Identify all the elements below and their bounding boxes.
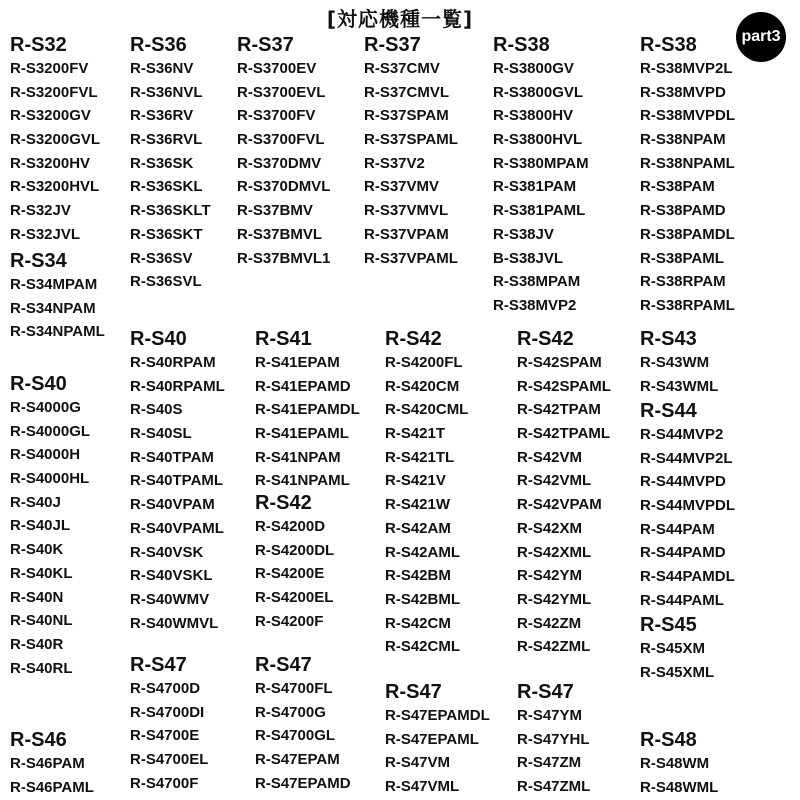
- model-number: R-S42XM: [517, 519, 583, 537]
- part-badge: part3: [736, 12, 786, 62]
- model-group: [10, 372, 90, 680]
- model-number: R-S421T: [385, 425, 446, 443]
- model-number: R-S44PAMDL: [640, 568, 735, 586]
- model-list: [237, 57, 330, 270]
- model-number: R-S37SPAM: [364, 107, 449, 125]
- model-number: R-S3700FVL: [237, 131, 325, 149]
- model-number: R-S40RL: [10, 659, 73, 677]
- model-number: R-S38PAM: [640, 178, 715, 196]
- model-group: [10, 249, 105, 344]
- series-heading: R-S34: [10, 250, 67, 272]
- model-number: R-S38PAML: [640, 249, 724, 267]
- model-number: R-S42ZML: [517, 638, 591, 656]
- series-heading: R-S38: [640, 34, 697, 56]
- model-number: R-S40J: [10, 493, 61, 511]
- model-number: R-S40VSK: [130, 543, 204, 561]
- model-number: R-S40RPAM: [130, 354, 216, 371]
- model-number: R-S40VPAML: [130, 519, 224, 537]
- model-list: [493, 57, 589, 318]
- model-number: R-S3200FVL: [10, 83, 98, 101]
- series-heading: R-S36: [130, 34, 187, 56]
- model-number: R-S38MVP2: [493, 296, 577, 314]
- model-number: R-S421TL: [385, 448, 455, 466]
- model-number: R-S36SVL: [130, 273, 202, 291]
- model-number: R-S4700E: [130, 727, 200, 745]
- model-number: R-S40VPAM: [130, 496, 215, 514]
- model-list: [364, 57, 458, 270]
- model-list: [640, 423, 735, 613]
- model-number: R-S36SV: [130, 249, 193, 267]
- model-number: R-S36NVL: [130, 83, 203, 101]
- model-list: [640, 57, 735, 318]
- model-list: [255, 677, 351, 795]
- model-number: R-S40K: [10, 541, 64, 559]
- model-number: R-S381PAM: [493, 178, 577, 196]
- series-heading: R-S41: [255, 328, 312, 350]
- model-number: R-S4700G: [255, 703, 326, 721]
- series-heading: R-S37: [364, 34, 421, 56]
- model-number: R-S38MVPDL: [640, 107, 736, 125]
- model-number: R-S42TPAML: [517, 425, 611, 443]
- model-number: R-S3700EV: [237, 60, 317, 77]
- model-list: [640, 351, 718, 398]
- model-number: R-S38NPAM: [640, 131, 726, 149]
- model-number: R-S4000HL: [10, 470, 90, 488]
- model-group: [130, 327, 225, 635]
- model-list: [255, 351, 360, 493]
- model-list: [10, 752, 94, 799]
- model-group: [517, 680, 590, 799]
- model-number: R-S4700FL: [255, 680, 333, 697]
- model-group: [385, 680, 490, 799]
- model-number: R-S47EPAM: [255, 751, 340, 769]
- series-heading: R-S47: [255, 654, 312, 676]
- model-number: R-S47EPAMD: [255, 774, 351, 792]
- model-group: [255, 327, 360, 493]
- model-number: R-S4200F: [255, 612, 324, 630]
- model-list: [385, 351, 468, 659]
- model-list: [130, 57, 211, 294]
- model-number: R-S4200D: [255, 518, 326, 535]
- model-number: R-S37CMVL: [364, 83, 450, 101]
- model-number: R-S42AM: [385, 519, 451, 537]
- model-number: R-S40KL: [10, 564, 73, 582]
- model-number: R-S38JV: [493, 225, 554, 243]
- model-group: [640, 613, 714, 684]
- model-number: R-S4200EL: [255, 589, 334, 607]
- model-number: R-S4000G: [10, 399, 81, 416]
- model-number: R-S47YM: [517, 707, 583, 724]
- model-number: R-S42VM: [517, 448, 583, 466]
- model-group: [385, 327, 468, 659]
- model-number: R-S42XML: [517, 543, 592, 561]
- model-number: R-S3800HVL: [493, 131, 583, 149]
- model-group: [255, 653, 351, 795]
- model-number: R-S44PAMD: [640, 544, 726, 562]
- model-number: R-S37BMVL: [237, 225, 323, 243]
- model-number: R-S3200HVL: [10, 178, 100, 196]
- model-group: [493, 33, 589, 318]
- model-number: R-S34NPAML: [10, 323, 105, 341]
- model-number: R-S3200GV: [10, 107, 91, 125]
- model-group: [10, 728, 94, 799]
- model-number: R-S4000GL: [10, 422, 91, 440]
- model-number: R-S42AML: [385, 543, 461, 561]
- series-heading: R-S38: [493, 34, 550, 56]
- model-number: R-S42BM: [385, 567, 451, 585]
- model-list: [640, 752, 718, 799]
- model-number: R-S37VPAML: [364, 249, 458, 267]
- model-number: R-S420CML: [385, 401, 469, 419]
- model-number: R-S42SPAML: [517, 377, 611, 395]
- model-number: R-S40RPAML: [130, 377, 225, 395]
- model-group: [255, 491, 334, 633]
- model-number: R-S421W: [385, 496, 451, 514]
- model-number: R-S40R: [10, 635, 64, 653]
- model-number: R-S37V2: [364, 154, 425, 172]
- model-number: R-S34MPAM: [10, 276, 98, 293]
- model-number: R-S43WM: [640, 354, 710, 371]
- model-number: R-S34NPAM: [10, 299, 96, 317]
- model-number: R-S3800GV: [493, 60, 574, 77]
- model-number: R-S40S: [130, 401, 183, 419]
- model-number: R-S381PAML: [493, 202, 586, 220]
- model-number: R-S4000H: [10, 446, 81, 464]
- model-number: R-S3200GVL: [10, 131, 101, 149]
- model-list: [255, 515, 334, 633]
- model-number: R-S40JL: [10, 517, 71, 535]
- model-number: R-S44MVPD: [640, 473, 726, 491]
- model-number: R-S36RVL: [130, 131, 203, 149]
- model-number: R-S40TPAML: [130, 472, 224, 490]
- model-number: R-S44MVP2L: [640, 449, 733, 467]
- model-group: [640, 327, 718, 398]
- model-number: R-S421V: [385, 472, 446, 490]
- model-number: R-S32JVL: [10, 225, 81, 243]
- model-number: R-S42CM: [385, 614, 451, 632]
- model-number: R-S42ZM: [517, 614, 582, 632]
- model-number: R-S47EPAMDL: [385, 707, 490, 724]
- model-number: R-S36SK: [130, 154, 194, 172]
- model-number: R-S37VMV: [364, 178, 440, 196]
- model-number: R-S41EPAMDL: [255, 401, 360, 419]
- model-number: R-S37VPAM: [364, 225, 449, 243]
- model-group: [517, 327, 611, 659]
- model-number: R-S40SL: [130, 425, 192, 443]
- model-list: [130, 351, 225, 635]
- model-number: R-S36NV: [130, 60, 194, 77]
- model-number: R-S4700GL: [255, 727, 336, 745]
- model-number: R-S40WMVL: [130, 614, 219, 632]
- model-list: [640, 637, 714, 684]
- model-number: R-S47ZM: [517, 754, 582, 772]
- series-heading: R-S40: [10, 373, 67, 395]
- page-title: [対応機種一覧]: [326, 7, 474, 31]
- series-heading: R-S40: [130, 328, 187, 350]
- model-number: R-S40NL: [10, 612, 73, 630]
- model-number: R-S40TPAM: [130, 448, 214, 466]
- model-number: R-S37VMVL: [364, 202, 449, 220]
- model-number: R-S48WML: [640, 778, 719, 796]
- model-number: R-S41NPAML: [255, 472, 350, 490]
- model-list: [10, 396, 90, 680]
- model-group: [640, 399, 735, 613]
- model-group: [640, 33, 735, 318]
- series-heading: R-S42: [385, 328, 442, 350]
- model-number: R-S44PAML: [640, 591, 724, 609]
- model-number: R-S380MPAM: [493, 154, 589, 172]
- model-number: R-S3800GVL: [493, 83, 584, 101]
- model-group: [130, 653, 208, 795]
- model-group: [237, 33, 330, 270]
- model-number: R-S36SKL: [130, 178, 203, 196]
- model-number: R-S45XM: [640, 640, 706, 657]
- model-number: R-S38RPAML: [640, 296, 735, 314]
- model-number: R-S32JV: [10, 202, 71, 220]
- model-number: R-S42TPAM: [517, 401, 601, 419]
- model-group: [130, 33, 211, 294]
- model-number: R-S36SKLT: [130, 202, 211, 220]
- model-number: R-S46PAML: [10, 778, 94, 796]
- model-number: R-S4700D: [130, 680, 201, 697]
- model-group: [364, 33, 458, 270]
- model-number: R-S4200DL: [255, 541, 335, 559]
- model-list: [517, 351, 611, 659]
- model-number: R-S43WML: [640, 377, 719, 395]
- model-number: R-S4700EL: [130, 751, 209, 769]
- model-number: R-S37BMV: [237, 202, 313, 220]
- model-number: R-S44MVP2: [640, 426, 724, 443]
- model-number: R-S420CM: [385, 377, 460, 395]
- model-number: R-S46PAM: [10, 755, 85, 772]
- series-heading: R-S32: [10, 34, 67, 56]
- series-heading: R-S45: [640, 614, 697, 636]
- series-heading: R-S47: [517, 681, 574, 703]
- model-number: R-S4700F: [130, 774, 199, 792]
- model-number: R-S44MVPDL: [640, 497, 736, 515]
- model-number: R-S45XML: [640, 663, 715, 681]
- series-heading: R-S42: [255, 492, 312, 514]
- model-number: R-S42CML: [385, 638, 461, 656]
- model-number: R-S41NPAM: [255, 448, 341, 466]
- model-number: R-S37SPAML: [364, 131, 458, 149]
- model-number: R-S41EPAMD: [255, 377, 351, 395]
- model-number: R-S41EPAML: [255, 425, 349, 443]
- model-number: R-S47VM: [385, 754, 451, 772]
- model-list: [10, 57, 100, 247]
- model-number: R-S38PAMD: [640, 202, 726, 220]
- series-heading: R-S44: [640, 400, 697, 422]
- model-number: R-S47VML: [385, 778, 460, 796]
- model-number: R-S41EPAM: [255, 354, 340, 371]
- model-number: R-S38RPAM: [640, 273, 726, 291]
- model-group: [640, 728, 718, 799]
- model-number: R-S37CMV: [364, 60, 440, 77]
- model-number: R-S4700DI: [130, 703, 205, 721]
- model-group: [10, 33, 100, 247]
- model-number: R-S3200FV: [10, 60, 89, 77]
- series-heading: R-S43: [640, 328, 697, 350]
- model-number: R-S370DMV: [237, 154, 322, 172]
- model-number: R-S44PAM: [640, 520, 715, 538]
- model-number: R-S3700FV: [237, 107, 316, 125]
- series-heading: R-S47: [385, 681, 442, 703]
- model-number: R-S4200E: [255, 565, 325, 583]
- model-number: R-S38MPAM: [493, 273, 581, 291]
- model-number: R-S42YML: [517, 590, 592, 608]
- model-number: R-S47EPAML: [385, 730, 479, 748]
- series-heading: R-S47: [130, 654, 187, 676]
- model-number: R-S40WMV: [130, 590, 210, 608]
- model-number: R-S370DMVL: [237, 178, 331, 196]
- series-heading: R-S46: [10, 729, 67, 751]
- model-number: R-S37BMVL1: [237, 249, 331, 267]
- model-number: R-S38MVPD: [640, 83, 726, 101]
- model-number: R-S36SKT: [130, 225, 203, 243]
- model-number: R-S47ZML: [517, 778, 591, 796]
- series-heading: R-S37: [237, 34, 294, 56]
- model-number: R-S38PAMDL: [640, 225, 735, 243]
- model-number: R-S47YHL: [517, 730, 590, 748]
- model-number: R-S42YM: [517, 567, 583, 585]
- model-number: R-S42BML: [385, 590, 461, 608]
- model-number: R-S40VSKL: [130, 567, 213, 585]
- model-number: R-S4200FL: [385, 354, 463, 371]
- model-number: B-S38JVL: [493, 249, 564, 267]
- model-number: R-S3800HV: [493, 107, 574, 125]
- model-list: [130, 677, 208, 795]
- model-number: R-S42SPAM: [517, 354, 602, 371]
- model-number: R-S3700EVL: [237, 83, 326, 101]
- model-number: R-S3200HV: [10, 154, 91, 172]
- model-number: R-S42VML: [517, 472, 592, 490]
- model-number: R-S36RV: [130, 107, 194, 125]
- model-list: [10, 273, 105, 344]
- model-number: R-S42VPAM: [517, 496, 602, 514]
- model-list: [517, 704, 590, 799]
- model-number: R-S40N: [10, 588, 64, 606]
- model-number: R-S38MVP2L: [640, 60, 733, 77]
- series-heading: R-S48: [640, 729, 697, 751]
- series-heading: R-S42: [517, 328, 574, 350]
- model-number: R-S48WM: [640, 755, 710, 772]
- model-number: R-S38NPAML: [640, 154, 735, 172]
- model-list: [385, 704, 490, 799]
